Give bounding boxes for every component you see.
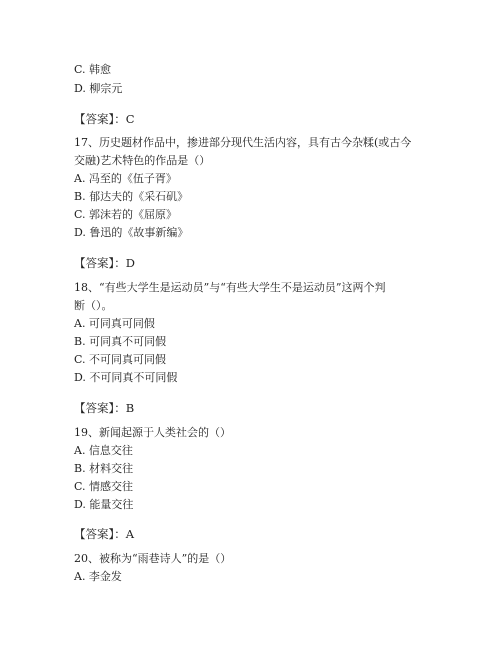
q19-answer: 【答案】：A [74,527,135,541]
q18-option-c: C. 不可同真可同假 [74,353,167,366]
q19-option-d: D. 能量交往 [74,498,134,511]
q17-stem-line2: 交融)艺术特色的作品是（） [74,154,211,167]
q17-option-d: D. 鲁迅的《故事新编》 [74,226,189,239]
q20-option-a: A. 李金发 [74,570,122,583]
q17-stem-line1: 17、历史题材作品中，掺进部分现代生活内容，具有古今杂糅(或古今 [74,136,412,149]
q17-option-a: A. 冯至的《伍子胥》 [74,172,177,185]
q17-option-c: C. 郭沫若的《屈原》 [74,208,178,221]
q20-stem: 20、被称为“雨巷诗人”的是（） [74,552,232,565]
q16-option-c: C. 韩愈 [74,63,112,76]
q18-option-a: A. 可同真可同假 [74,317,155,330]
q19-option-b: B. 材料交往 [74,462,134,475]
q19-option-c: C. 情感交往 [74,480,134,493]
q18-stem-line1: 18、“有些大学生是运动员”与“有些大学生不是运动员”这两个判 [74,281,386,294]
q18-option-b: B. 可同真不可同假 [74,335,167,348]
q18-stem-line2: 断（）。 [74,299,113,312]
q19-option-a: A. 信息交往 [74,444,133,457]
q18-answer: 【答案】：B [74,401,135,415]
q17-option-b: B. 郁达夫的《采石矶》 [74,190,189,203]
q18-option-d: D. 不可同真不可同假 [74,371,178,384]
q16-answer: 【答案】：C [74,112,135,126]
q17-answer: 【答案】：D [74,256,135,270]
q16-option-d: D. 柳宗元 [74,82,123,95]
q19-stem: 19、新闻起源于人类社会的（） [74,426,231,439]
